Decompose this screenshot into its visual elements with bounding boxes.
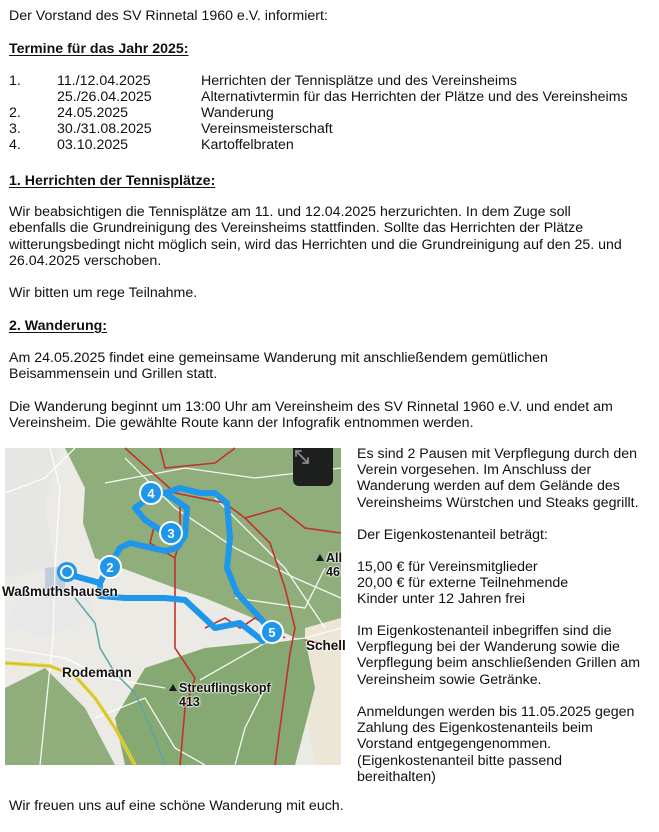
schedule-desc: Herrichten der Tennisplätze und des Vereinsheims: [201, 73, 517, 89]
map-label-peak2: [326, 551, 342, 579]
peak2-triangle-icon: [316, 554, 324, 561]
schedule-row: [9, 89, 659, 105]
text-line: Vereinsheim sowie Getränke.: [357, 671, 542, 688]
schedule-row: [9, 121, 659, 137]
schedule-desc: Wanderung: [201, 105, 274, 121]
schedule-num: 1.: [9, 73, 21, 89]
section2-paragraph2: [9, 399, 654, 432]
schedule-date: 03.10.2025: [57, 137, 129, 153]
section2-heading: 2. Wanderung:: [9, 318, 107, 334]
schedule-row: [9, 137, 659, 153]
schedule-heading: Termine für das Jahr 2025:: [9, 41, 189, 57]
peak-name: Streuflingskopf: [179, 681, 271, 695]
schedule-row: [9, 73, 659, 89]
schedule-date: 30./31.08.2025: [57, 121, 152, 137]
text-line: Am 24.05.2025 findet eine gemeinsame Wanderung mit anschließendem gemütlichen: [9, 350, 548, 366]
schedule-num: 4.: [9, 137, 21, 153]
text-line: Vorstand entgegengenommen.: [357, 736, 552, 753]
map-label-town2: Rodemann: [62, 665, 132, 680]
peak2-elevation: 46: [326, 565, 340, 579]
text-line: ebenfalls die Grundreinigung des Vereinsheims stattfinden. Sollte das Herrichten der Plätze: [9, 220, 584, 237]
map-label-peak: [179, 681, 271, 709]
cost-line: 20,00 € für externe Teilnehmende: [357, 575, 569, 592]
cost-line: 15,00 € für Vereinsmitglieder: [357, 559, 538, 575]
text-line: bereithalten): [357, 768, 436, 785]
map-label-town3: Schell: [306, 638, 346, 653]
section1-closing: Wir bitten um rege Teilnahme.: [9, 285, 198, 301]
text-line: Im Eigenkostenanteil inbegriffen sind die: [357, 623, 612, 639]
text-line: Anmeldungen werden bis 11.05.2025 gegen: [357, 704, 635, 720]
expand-arrows-icon: [293, 448, 311, 466]
closing-text: Wir freuen uns auf eine schöne Wanderung mit euch.: [9, 798, 344, 814]
expand-map-button[interactable]: [293, 448, 333, 486]
peak2-name: All: [326, 551, 342, 565]
text-line: witterungsbedingt nicht möglich sein, wird das Herrichten und die Grundreinigung auf den 25. und: [9, 236, 622, 253]
text-line: Verpflegung beim anschließenden Grillen am: [357, 655, 641, 672]
schedule-desc: Vereinsmeisterschaft: [201, 121, 333, 137]
text-line: Die Wanderung beginnt um 13:00 Uhr am Vereinsheim des SV Rinnetal 1960 e.V. und endet am: [9, 399, 613, 415]
peak-elevation: 413: [179, 695, 200, 709]
text-line: (Eigenkostenanteil bitte passend: [357, 752, 563, 769]
section2-paragraph1: [9, 350, 654, 383]
text-line: Beisammensein und Grillen statt.: [9, 366, 218, 383]
text-line: Verpflegung bei der Wanderung sowie die: [357, 639, 620, 656]
text-line: Zahlung des Eigenkostenanteils beim: [357, 720, 593, 737]
text-line: Verein vorgesehen. Im Anschluss der: [357, 462, 592, 479]
text-line: Es sind 2 Pausen mit Verpflegung durch den: [357, 446, 637, 462]
waypoint-marker-2[interactable]: 2: [98, 555, 122, 579]
peak-triangle-icon: [169, 684, 177, 691]
schedule-date: 25./26.04.2025: [57, 89, 152, 105]
text-line: Wir beabsichtigen die Tennisplätze am 11. und 12.04.2025 herzurichten. In dem Zuge soll: [9, 204, 571, 220]
schedule-row: [9, 105, 659, 121]
section1-heading: 1. Herrichten der Tennisplätze:: [9, 173, 216, 189]
waypoint-marker-4[interactable]: 4: [139, 481, 163, 505]
included-paragraph: [357, 623, 657, 688]
schedule-desc: Alternativtermin für das Herrichten der Plätze und des Vereinsheims: [201, 89, 628, 105]
section1-paragraph: [9, 204, 654, 269]
waypoint-marker-5[interactable]: 5: [260, 620, 284, 644]
waypoint-marker-3[interactable]: 3: [159, 521, 183, 545]
route-map[interactable]: [2, 448, 346, 765]
text-line: Vereinsheims Würstchen und Steaks gegrillt.: [357, 494, 639, 511]
map-canvas: [5, 448, 341, 765]
breaks-paragraph: [357, 446, 657, 511]
schedule-date: 24.05.2025: [57, 105, 129, 121]
text-line: Wanderung werden auf dem Gelände des: [357, 478, 620, 495]
cost-intro: Der Eigenkostenanteil beträgt:: [357, 527, 548, 543]
cost-list: [357, 559, 657, 608]
map-label-town1: Waßmuthshausen: [2, 584, 118, 599]
registration-paragraph: [357, 704, 657, 785]
text-line: 26.04.2025 verschoben.: [9, 252, 162, 269]
intro-text: Der Vorstand des SV Rinnetal 1960 e.V. informiert:: [9, 8, 328, 24]
schedule-num: 2.: [9, 105, 21, 121]
text-line: Vereinsheim. Die gewählte Route kann der Infografik entnommen werden.: [9, 415, 474, 432]
schedule-date: 11./12.04.2025: [57, 73, 151, 89]
cost-line: Kinder unter 12 Jahren frei: [357, 591, 525, 608]
schedule-num: 3.: [9, 121, 21, 137]
schedule-desc: Kartoffelbraten: [201, 137, 294, 153]
